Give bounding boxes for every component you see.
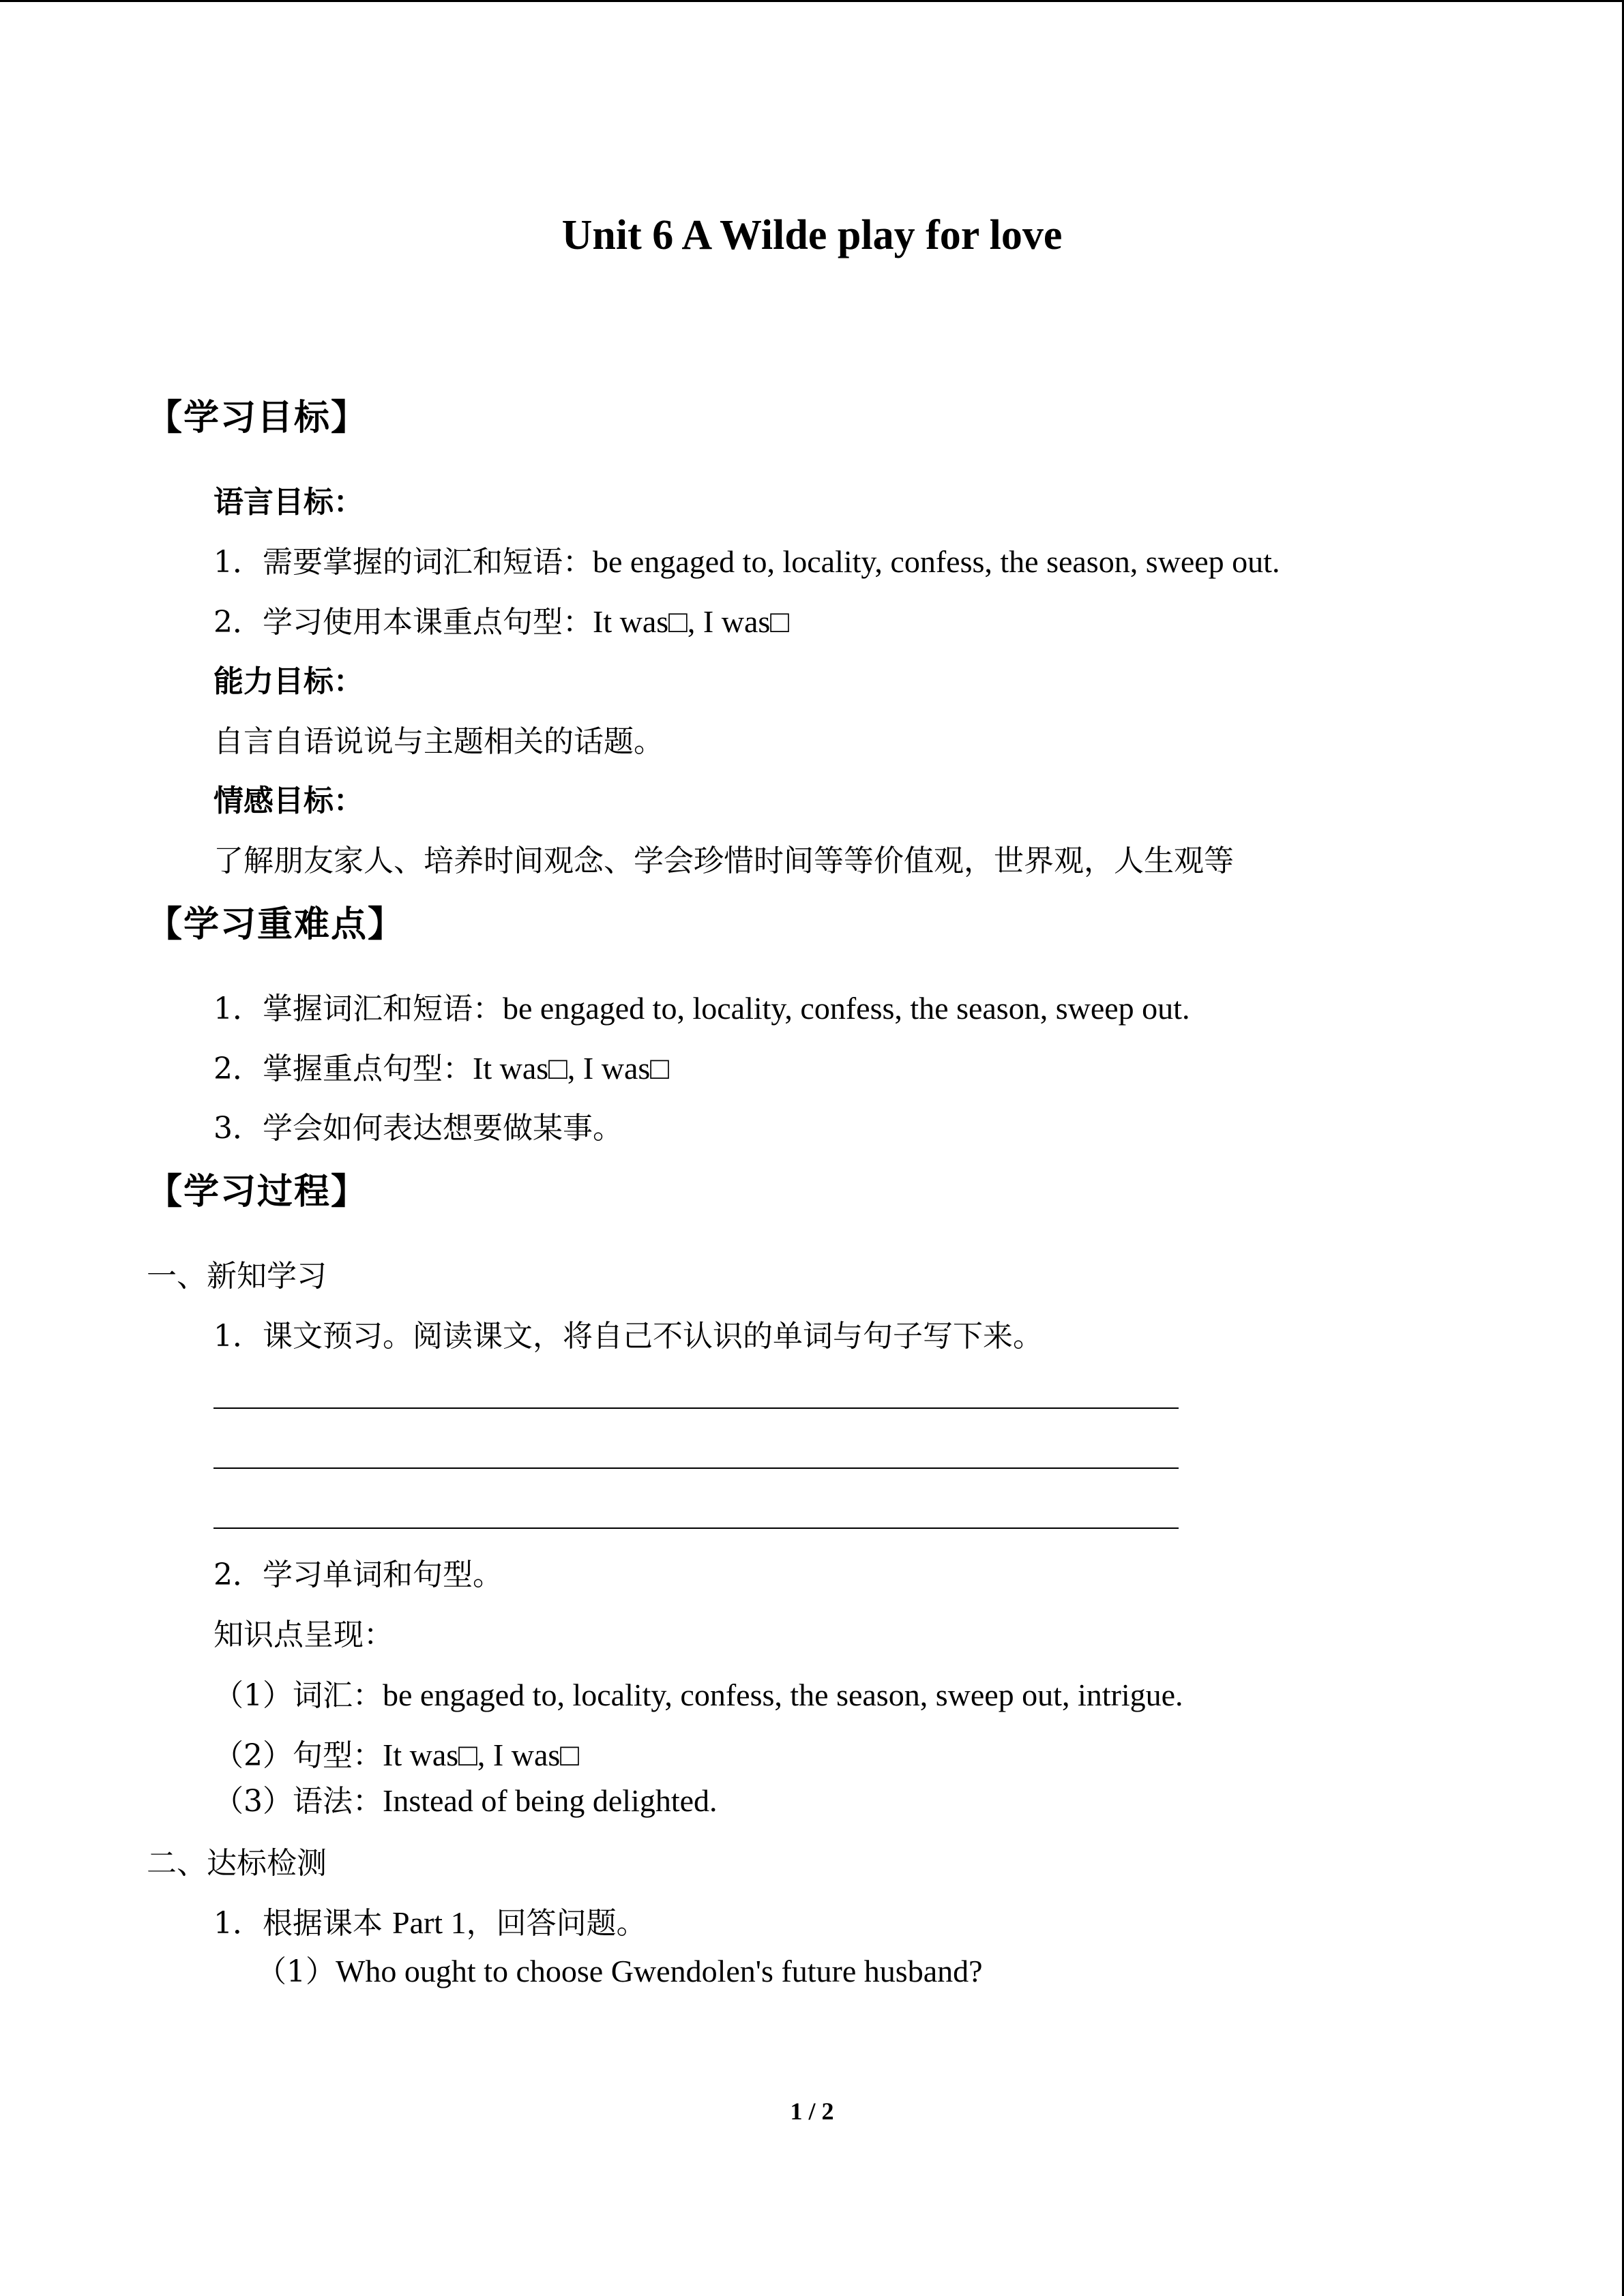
knowledge-item-vocabulary-en: be engaged to, locality, confess, the season, sweep out, intrigue.: [383, 1678, 1183, 1712]
language-goal-item-1-cn: 1．需要掌握的词汇和短语：: [213, 545, 593, 580]
ability-goal-text: 自言自语说说与主题相关的话题。: [213, 724, 664, 759]
question-1-text: Who ought to choose Gwendolen's future husband?: [336, 1954, 983, 1988]
key-point-item-1-cn: 1．掌握词汇和短语：: [213, 992, 503, 1026]
question-1: [256, 1947, 983, 1991]
knowledge-item-grammar-en: Instead of being delighted.: [383, 1783, 718, 1818]
section-goals-heading: 【学习目标】: [147, 398, 368, 438]
emotion-goal-label: 情感目标：: [213, 784, 364, 818]
process-part1-heading: 一、新知学习: [147, 1259, 327, 1294]
answer-blank-line-3[interactable]: [213, 1527, 1179, 1529]
process-part1-item-1: 1．课文预习。阅读课文，将自己不认识的单词与句子写下来。: [213, 1319, 1043, 1354]
language-goal-label: 语言目标：: [213, 485, 364, 520]
emotion-goal-text: 了解朋友家人、培养时间观念、学会珍惜时间等等价值观，世界观，人生观等: [213, 844, 1234, 878]
knowledge-item-grammar-cn: （3）语法：: [213, 1784, 383, 1819]
knowledge-label: 知识点呈现：: [213, 1617, 394, 1652]
section-key-points-heading: 【学习重难点】: [147, 904, 405, 945]
language-goal-item-1-en: be engaged to, locality, confess, the season, sweep out.: [593, 544, 1280, 579]
knowledge-item-sentence-cn: （2）句型：: [213, 1738, 383, 1773]
process-part2-item-1-cn2: ，回答问题。: [466, 1906, 647, 1941]
key-point-item-2: [213, 1044, 669, 1088]
language-goal-item-2-en: It was□, I was□: [593, 604, 790, 639]
page-number: 1 / 2: [790, 2098, 834, 2125]
question-1-number: （1）: [256, 1954, 336, 1989]
knowledge-item-grammar: [213, 1776, 718, 1820]
process-part2-item-1-en: Part 1: [392, 1905, 467, 1940]
knowledge-item-sentence-en: It was□, I was□: [383, 1738, 580, 1772]
language-goal-item-2: [213, 597, 789, 641]
knowledge-item-sentence: [213, 1731, 579, 1774]
key-point-item-2-cn: 2．掌握重点句型：: [213, 1052, 473, 1086]
language-goal-item-2-cn: 2．学习使用本课重点句型：: [213, 605, 593, 640]
process-part1-item-2: 2．学习单词和句型。: [213, 1557, 503, 1592]
page-border-top: [0, 0, 1624, 2]
answer-blank-line-1[interactable]: [213, 1407, 1179, 1409]
process-part2-item-1: [213, 1898, 647, 1942]
language-goal-item-1: [213, 537, 1280, 581]
page-title: Unit 6 A Wilde play for love: [561, 212, 1063, 258]
ability-goal-label: 能力目标：: [213, 664, 364, 699]
answer-blank-line-2[interactable]: [213, 1467, 1179, 1469]
section-process-heading: 【学习过程】: [147, 1172, 368, 1212]
knowledge-item-vocabulary-cn: （1）词汇：: [213, 1678, 383, 1713]
knowledge-item-vocabulary: [213, 1671, 1183, 1714]
key-point-item-2-en: It was□, I was□: [473, 1051, 670, 1086]
process-part2-heading: 二、达标检测: [147, 1846, 327, 1881]
process-part2-item-1-cn: 1．根据课本: [213, 1906, 392, 1941]
key-point-item-3: 3．学会如何表达想要做某事。: [213, 1111, 623, 1146]
key-point-item-1: [213, 984, 1190, 1028]
key-point-item-1-en: be engaged to, locality, confess, the season, sweep out.: [503, 991, 1190, 1026]
